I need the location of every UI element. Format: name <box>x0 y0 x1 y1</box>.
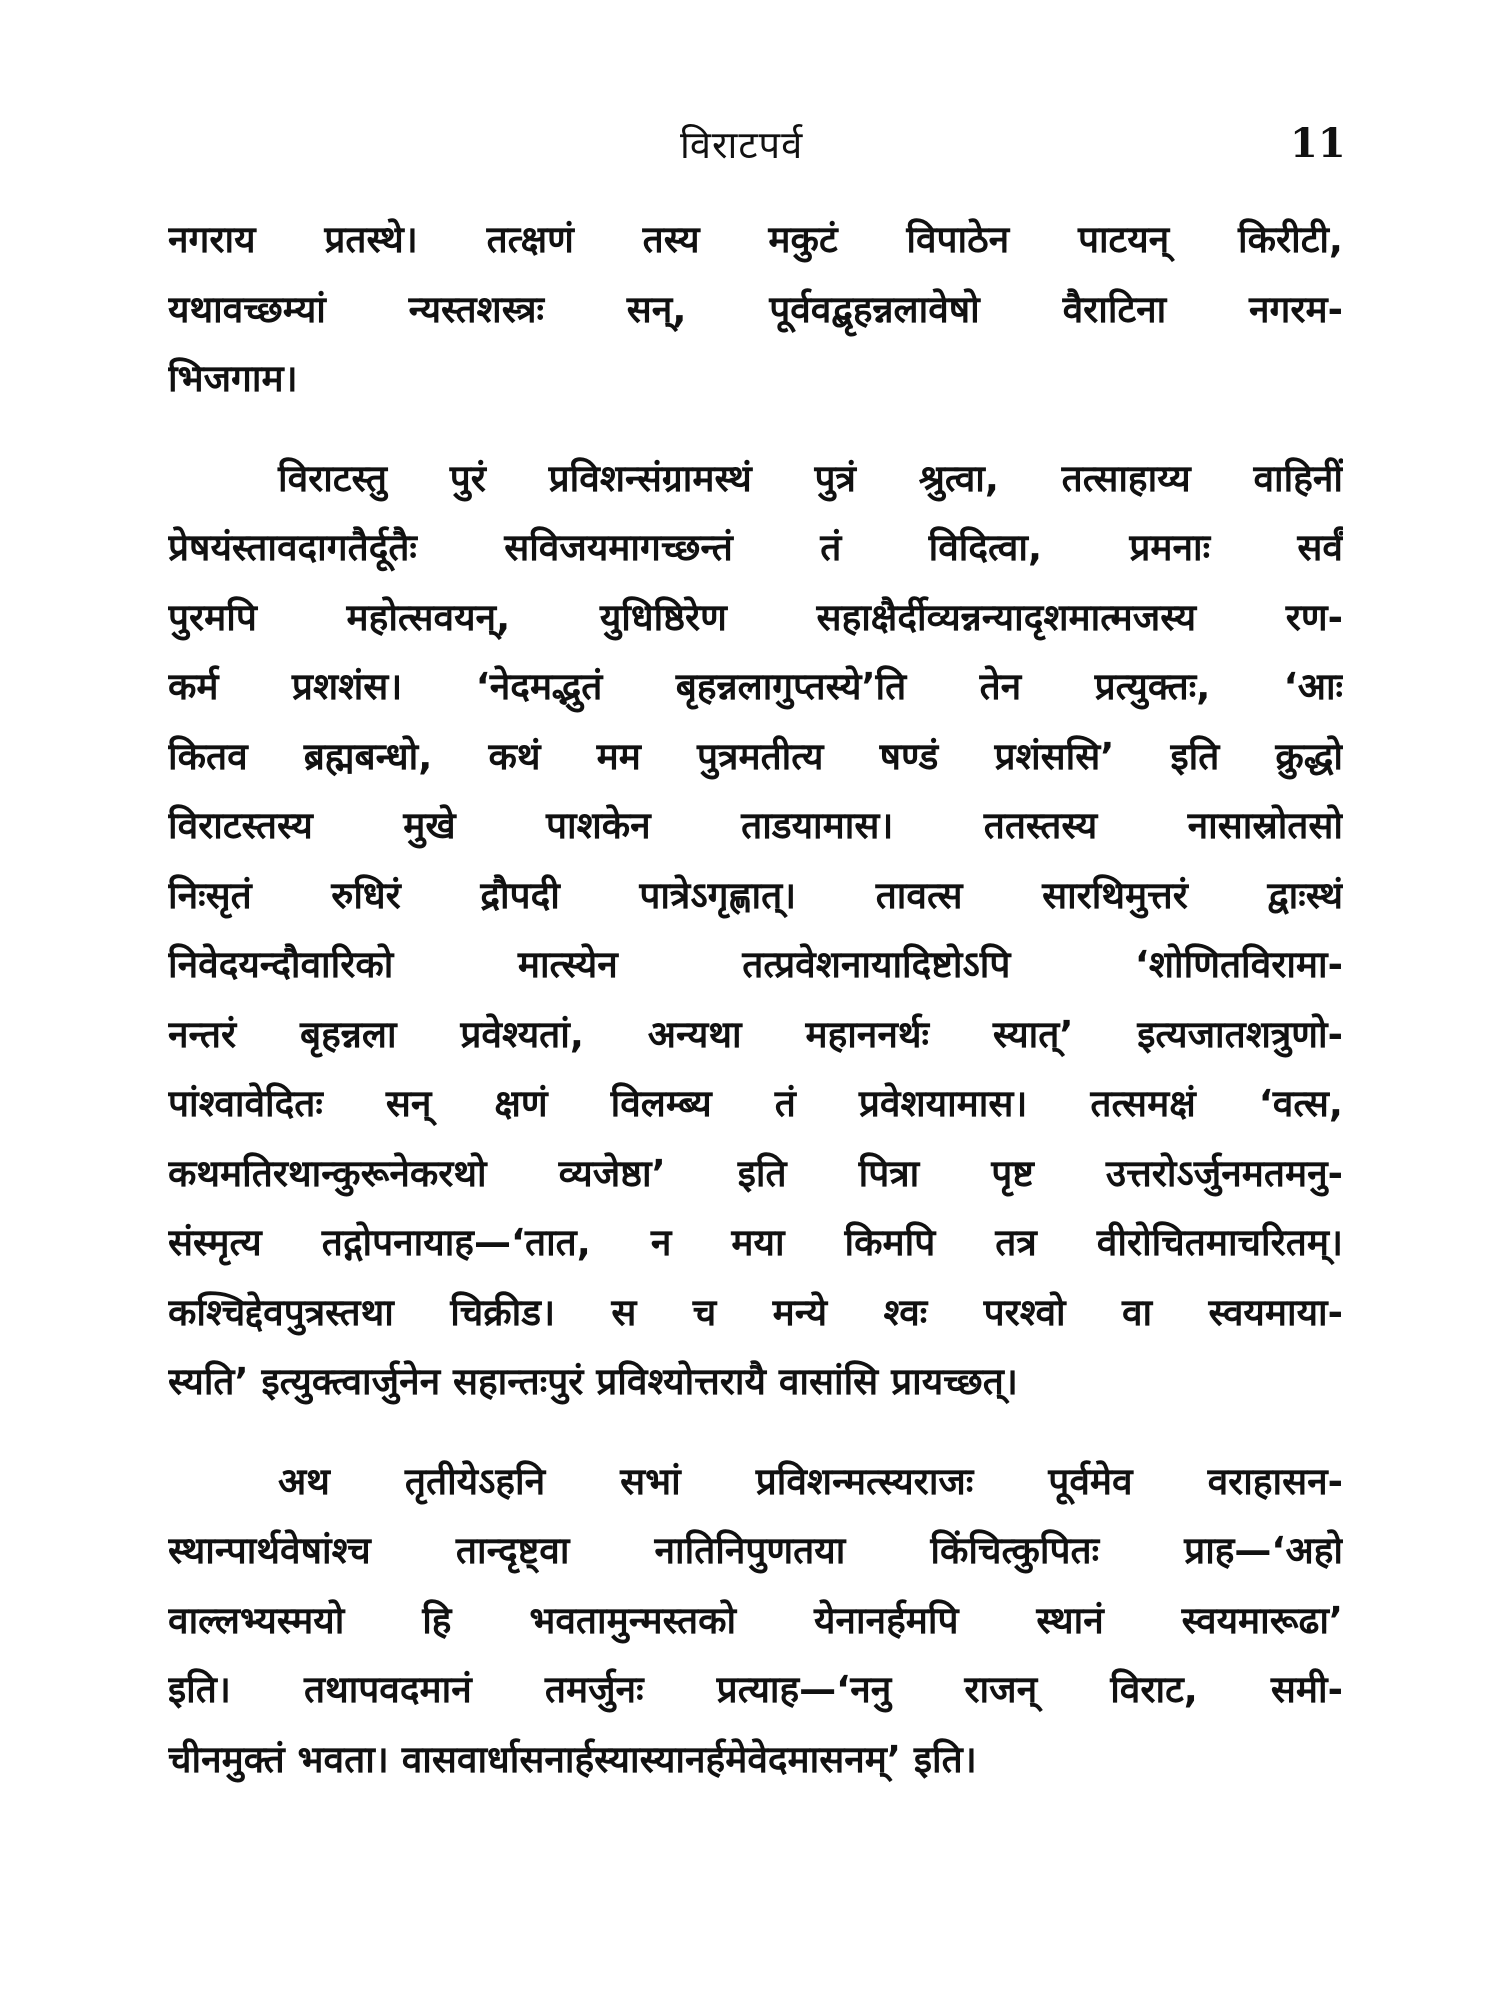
text-line: प्रेषयंस्तावदागतैर्दूतैः सविजयमागच्छन्तं तं विदित्वा, प्रमनाः सर्वं <box>168 526 1343 569</box>
text-line: कथमतिरथान्कुरूनेकरथो व्यजेष्ठा’ इति पित्रा पृष्ट उत्तरोऽर्जुनमतमनु- <box>168 1151 1343 1195</box>
text-line: निःसृतं रुधिरं द्रौपदी पात्रेऽगृह्णात्। तावत्स सारथिमुत्तरं द्वाःस्थं <box>168 873 1343 917</box>
body-text <box>168 205 1343 1794</box>
text-line: भिजगाम। <box>168 357 298 400</box>
text-line: पांश्वावेदितः सन् क्षणं विलम्ब्य तं प्रवेशयामास। तत्समक्षं ‘वत्स, <box>168 1082 1343 1125</box>
text-line: कर्म प्रशशंस। ‘नेदमद्भुतं बृहन्नलागुप्तस्ये’ति तेन प्रत्युक्तः, ‘आः <box>168 665 1343 708</box>
text-line: वाल्लभ्यस्मयो हि भवतामुन्मस्तको येनानर्हमपि स्थानं स्वयमारूढा’ <box>168 1598 1343 1642</box>
text-line: पुरमपि महोत्सवयन्, युधिष्ठिरेण सहाक्षैर्दीव्यन्नन्यादृशमात्मजस्य रण- <box>168 595 1343 639</box>
text-line: संस्मृत्य तद्गोपनायाह—‘तात, न मया किमपि तत्र वीरोचितमाचरितम्। <box>168 1221 1343 1264</box>
text-line: इति। तथापवदमानं तमर्जुनः प्रत्याह—‘ननु राजन् विराट, समी- <box>168 1668 1343 1711</box>
paragraph-gap <box>168 1417 1343 1447</box>
text-line: स्थान्पार्थवेषांश्च तान्दृष्ट्वा नातिनिपुणतया किंचित्कुपितः प्राह—‘अहो <box>168 1529 1343 1572</box>
text-line: अथ तृतीयेऽहनि सभां प्रविशन्मत्स्यराजः पूर्वमेव वराहासन- <box>278 1459 1343 1503</box>
paragraph <box>168 1447 1343 1795</box>
text-line: निवेदयन्दौवारिको मात्स्येन तत्प्रवेशनायादिष्टोऽपि ‘शोणितविरामा- <box>168 943 1343 986</box>
paragraph <box>168 205 1343 414</box>
text-line: नन्तरं बृहन्नला प्रवेश्यतां, अन्यथा महाननर्थः स्यात्’ इत्यजातशत्रुणो- <box>168 1012 1343 1056</box>
text-line: विराटस्तस्य मुखे पाशकेन ताडयामास। ततस्तस्य नासास्रोतसो <box>168 804 1343 847</box>
paragraph <box>168 444 1343 1417</box>
text-line: विराटस्तु पुरं प्रविशन्संग्रामस्थं पुत्रं श्रुत्वा, तत्साहाय्य वाहिनीं <box>278 456 1343 500</box>
text-line: स्यति’ इत्युक्त्वार्जुनेन सहान्तःपुरं प्रविश्योत्तरायै वासांसि प्रायच्छत्। <box>168 1360 1018 1403</box>
text-line: यथावच्छम्यां न्यस्तशस्त्रः सन्, पूर्ववद्बृहन्नलावेषो वैराटिना नगरम- <box>168 287 1343 331</box>
text-line: कितव ब्रह्मबन्धो, कथं मम पुत्रमतीत्य षण्डं प्रशंससि’ इति क्रुद्धो <box>168 734 1343 778</box>
text-line: कश्चिद्देवपुत्रस्तथा चिक्रीड। स च मन्ये श्वः परश्वो वा स्वयमाया- <box>168 1290 1343 1334</box>
text-line: नगराय प्रतस्थे। तत्क्षणं तस्य मकुटं विपाठेन पाटयन् किरीटी, <box>168 218 1343 261</box>
paragraph-gap <box>168 414 1343 444</box>
running-title: विराटपर्व <box>680 123 804 167</box>
text-line: चीनमुक्तं भवता। वासवार्धासनार्हस्यास्यानर्हमेवेदमासनम्’ इति। <box>168 1737 977 1781</box>
page-number: 11 <box>1290 120 1346 167</box>
page-header <box>0 118 1500 198</box>
